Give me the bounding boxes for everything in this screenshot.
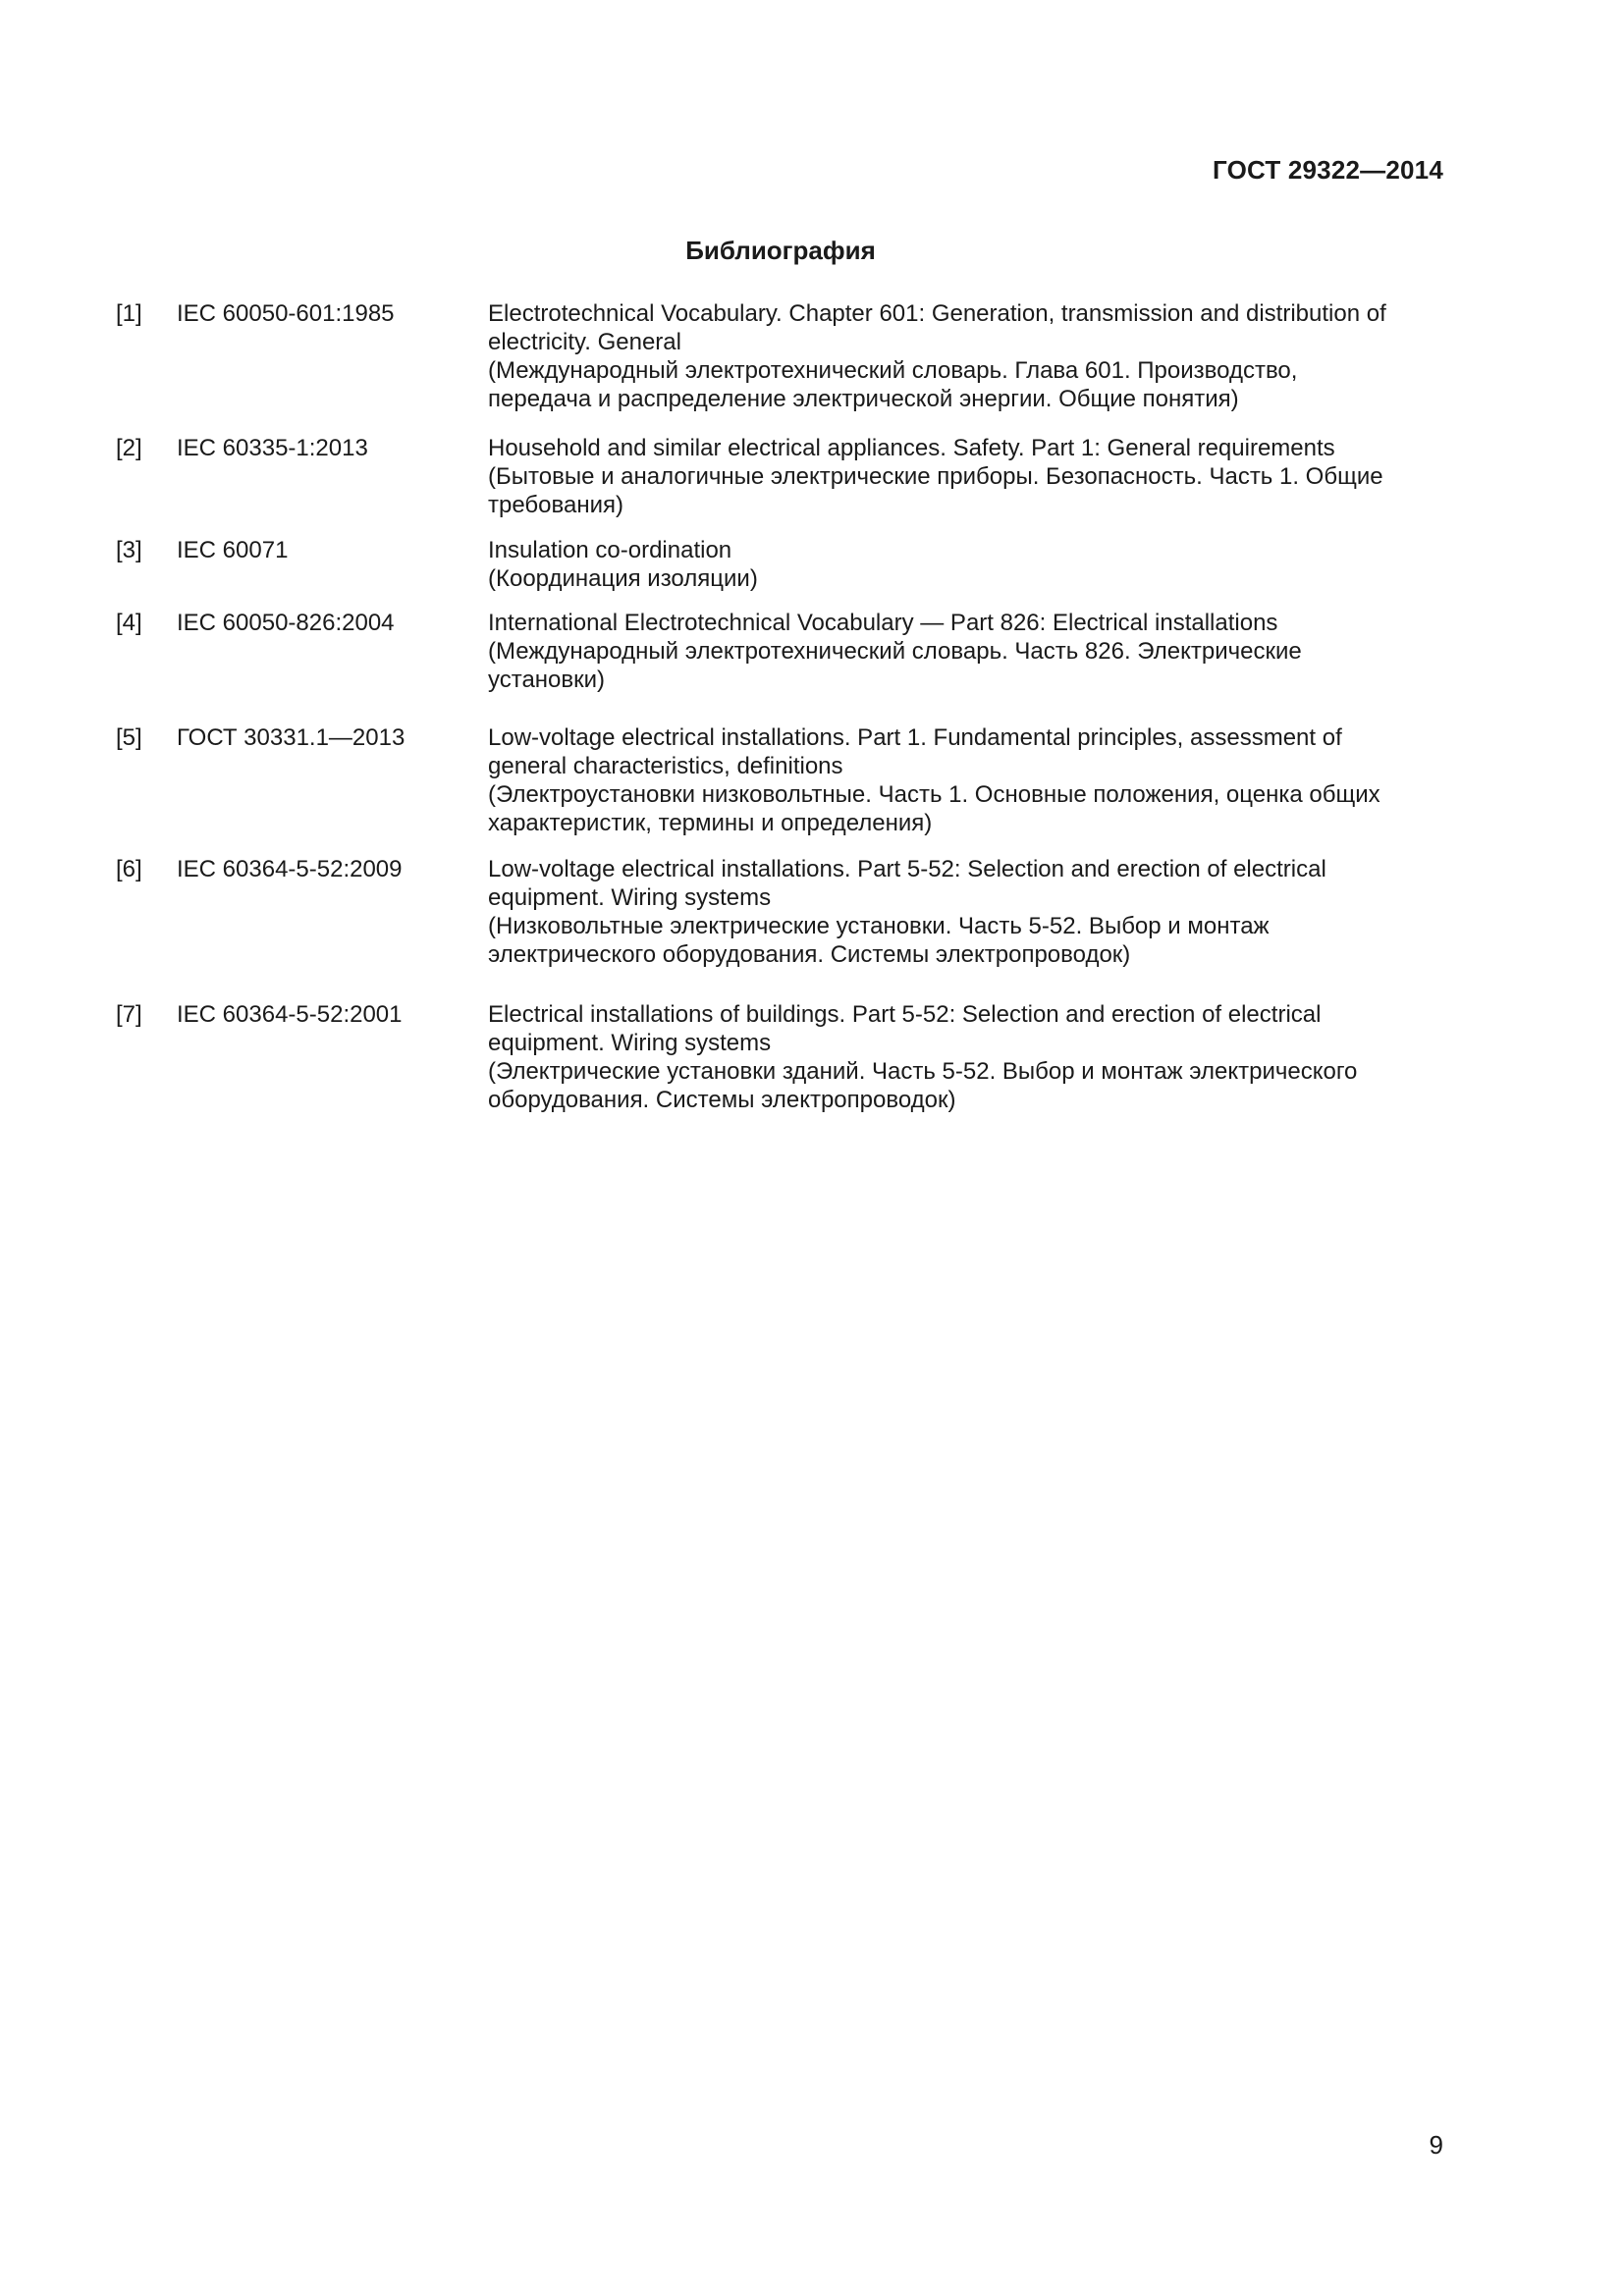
entry-number: [2] [116,435,142,461]
entry-description-line: передача и распределение электрической энергии. Общие понятия) [488,386,1239,412]
entry-number: [7] [116,1001,142,1028]
bibliography-entry [116,299,1446,413]
entry-description-line: Low-voltage electrical installations. Part 1. Fundamental principles, assessment of [488,724,1342,751]
entry-description-line: электрического оборудования. Системы электропроводок) [488,941,1131,968]
bibliography-entry [116,723,1446,837]
bibliography-entry [116,855,1446,969]
entry-description-line: (Электрические установки зданий. Часть 5-52. Выбор и монтаж электрического [488,1058,1358,1085]
entry-number: [1] [116,300,142,327]
section-title: Библиография [685,236,876,265]
bibliography-entry [116,434,1446,519]
bibliography-entry [116,536,1446,593]
entry-description-line: electricity. General [488,329,681,355]
entry-description [488,536,1446,593]
entry-description [488,299,1446,413]
entry-description-line: (Бытовые и аналогичные электрические приборы. Безопасность. Часть 1. Общие [488,463,1383,490]
entry-description-line: оборудования. Системы электропроводок) [488,1087,956,1113]
entry-description-line: general characteristics, definitions [488,753,843,779]
bibliography-entry [116,1000,1446,1114]
entry-number: [4] [116,610,142,636]
entry-description-line: (Координация изоляции) [488,565,758,592]
entry-description-line: требования) [488,492,623,518]
entry-code: IEC 60364-5-52:2009 [177,856,403,882]
entry-description-line: equipment. Wiring systems [488,1030,772,1056]
entry-description-line: Household and similar electrical appliances. Safety. Part 1: General requirements [488,435,1335,461]
entry-description-line: Electrotechnical Vocabulary. Chapter 601: Generation, transmission and distribution of [488,300,1386,327]
entry-code: IEC 60050-601:1985 [177,300,395,327]
entry-code: IEC 60335-1:2013 [177,435,368,461]
entry-number: [6] [116,856,142,882]
entry-description-line: установки) [488,667,606,693]
entry-description [488,609,1446,694]
entry-description [488,1000,1446,1114]
entry-number: [3] [116,537,142,563]
bibliography-entry [116,609,1446,694]
entry-description [488,855,1446,969]
entry-description-line: (Электроустановки низковольтные. Часть 1. Основные положения, оценка общих [488,781,1380,808]
entry-description-line: Low-voltage electrical installations. Part 5-52: Selection and erection of electrical [488,856,1326,882]
entry-description-line: Electrical installations of buildings. Part 5-52: Selection and erection of electrical [488,1001,1322,1028]
entry-description-line: Insulation co-ordination [488,537,732,563]
entry-description [488,723,1446,837]
entry-description-line: (Международный электротехнический словарь. Глава 601. Производство, [488,357,1298,384]
entry-code: IEC 60364-5-52:2001 [177,1001,403,1028]
entry-description-line: International Electrotechnical Vocabulary — Part 826: Electrical installations [488,610,1278,636]
entry-number: [5] [116,724,142,751]
document-code: ГОСТ 29322—2014 [1213,155,1443,185]
entry-description-line: equipment. Wiring systems [488,884,772,911]
entry-code: IEC 60071 [177,537,289,563]
entry-code: IEC 60050-826:2004 [177,610,395,636]
entry-code: ГОСТ 30331.1—2013 [177,724,406,751]
entry-description-line: (Низковольтные электрические установки. Часть 5-52. Выбор и монтаж [488,913,1270,939]
bibliography-list [116,299,1446,1114]
entry-description-line: (Международный электротехнический словарь. Часть 826. Электрические [488,638,1302,665]
entry-description [488,434,1446,519]
entry-description-line: характеристик, термины и определения) [488,810,933,836]
page-number: 9 [1429,2130,1443,2160]
